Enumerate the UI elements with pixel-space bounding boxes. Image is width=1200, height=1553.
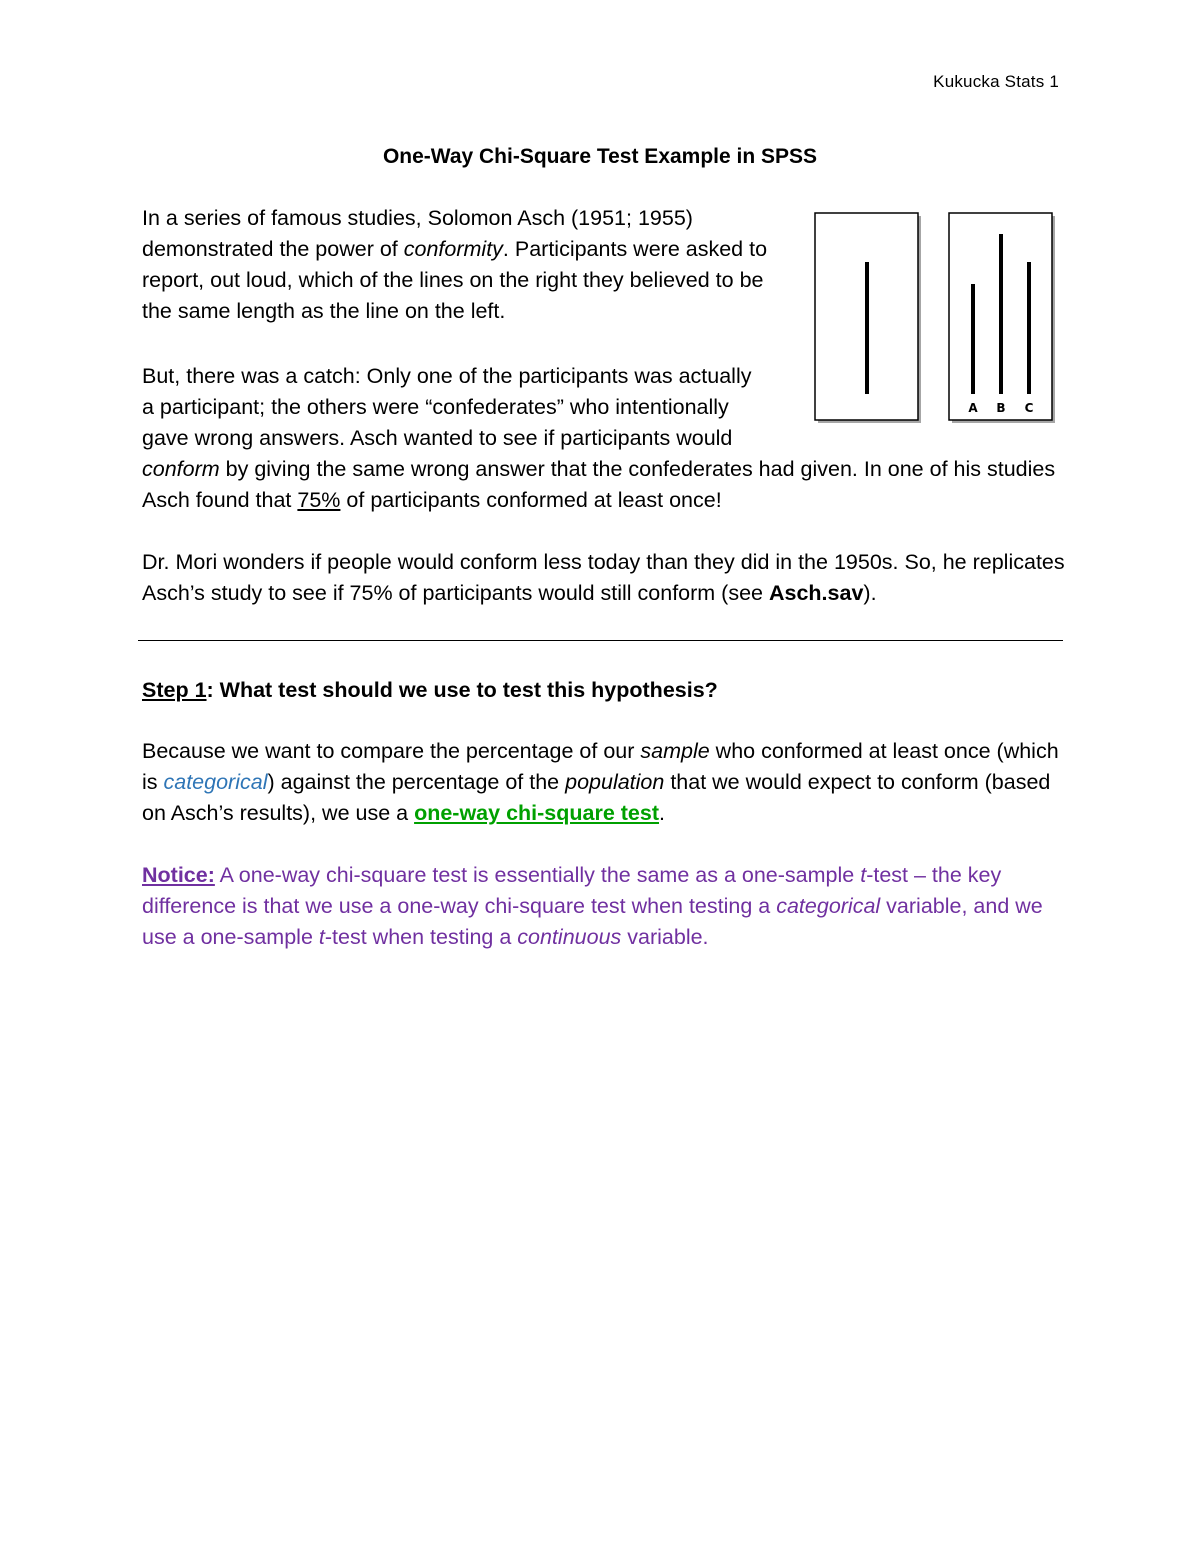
answer-text-3: ) against the percentage of the: [267, 770, 566, 794]
notice-t-2: t: [318, 925, 325, 949]
step1-label: Step 1: [142, 678, 207, 702]
answer-paragraph: [142, 736, 1072, 829]
answer-italic-sample: sample: [640, 739, 710, 763]
catch-paragraph-continued: [142, 454, 1077, 516]
answer-test-name: one-way chi-square test: [414, 801, 660, 825]
replication-datafile: Asch.sav: [768, 581, 864, 605]
catch-text-2: by giving the same wrong answer that the confederates had given. In one of his studies Asch found that: [142, 457, 1056, 512]
document-title: One-Way Chi-Square Test Example in SPSS: [382, 145, 818, 168]
notice-paragraph: [142, 860, 1072, 953]
answer-italic-population: population: [565, 770, 665, 794]
label-a: A: [968, 401, 978, 415]
section-divider: [138, 640, 1063, 641]
answer-text-4: that we would expect to conform (based on Asch’s results), we use a: [142, 770, 1051, 825]
replication-paragraph: [142, 547, 1072, 609]
notice-text-1: A one-way chi-square test is essentially the same as a one-sample: [214, 863, 861, 887]
replication-text-2: ).: [863, 581, 877, 605]
page-header: Kukucka Stats 1: [933, 72, 1059, 91]
label-c: C: [1024, 401, 1034, 415]
answer-text-5: .: [659, 801, 665, 825]
notice-text-2: -test – the key difference is that we use a one-way chi-square test when testing a: [142, 863, 1002, 918]
asch-lines-figure: [814, 212, 1064, 428]
answer-text-2: who conformed at least once (which is: [142, 739, 1059, 794]
step1-heading: [142, 675, 1072, 706]
answer-text-1: Because we want to compare the percentage of our: [142, 739, 641, 763]
intro-italic-conformity: conformity: [403, 237, 503, 261]
answer-categorical: categorical: [163, 770, 268, 794]
catch-italic-conform: conform: [142, 457, 220, 481]
notice-t-1: t: [860, 863, 867, 887]
catch-underlined-percent: 75%: [297, 488, 341, 512]
catch-paragraph: [142, 361, 752, 454]
intro-text-2: . Participants were asked to report, out loud, which of the lines on the right they believed to be the same length as the line on the left.: [142, 237, 768, 323]
intro-text-1: In a series of famous studies, Solomon Asch (1951; 1955) demonstrated the power of: [142, 206, 693, 261]
notice-text-4: -test when testing a: [324, 925, 518, 949]
catch-text-1: But, there was a catch: Only one of the participants was actually a participant; the others were “confederates” who intentionally gave wrong answers. Asch wanted to see if participants would: [142, 364, 752, 450]
label-b: B: [996, 401, 1006, 415]
notice-text-3: variable, and we use a one-sample: [142, 894, 1043, 949]
notice-continuous: continuous: [517, 925, 622, 949]
intro-paragraph: [142, 203, 782, 327]
notice-text-5: variable.: [621, 925, 709, 949]
notice-categorical: categorical: [776, 894, 881, 918]
replication-text-1: Dr. Mori wonders if people would conform less today than they did in the 1950s. So, he replicates Asch’s study to see if 75% of participants would still conform (see: [142, 550, 1065, 605]
catch-text-3: of participants conformed at least once!: [340, 488, 722, 512]
notice-label: Notice:: [142, 863, 215, 887]
step1-question: : What test should we use to test this hypothesis?: [206, 678, 718, 702]
